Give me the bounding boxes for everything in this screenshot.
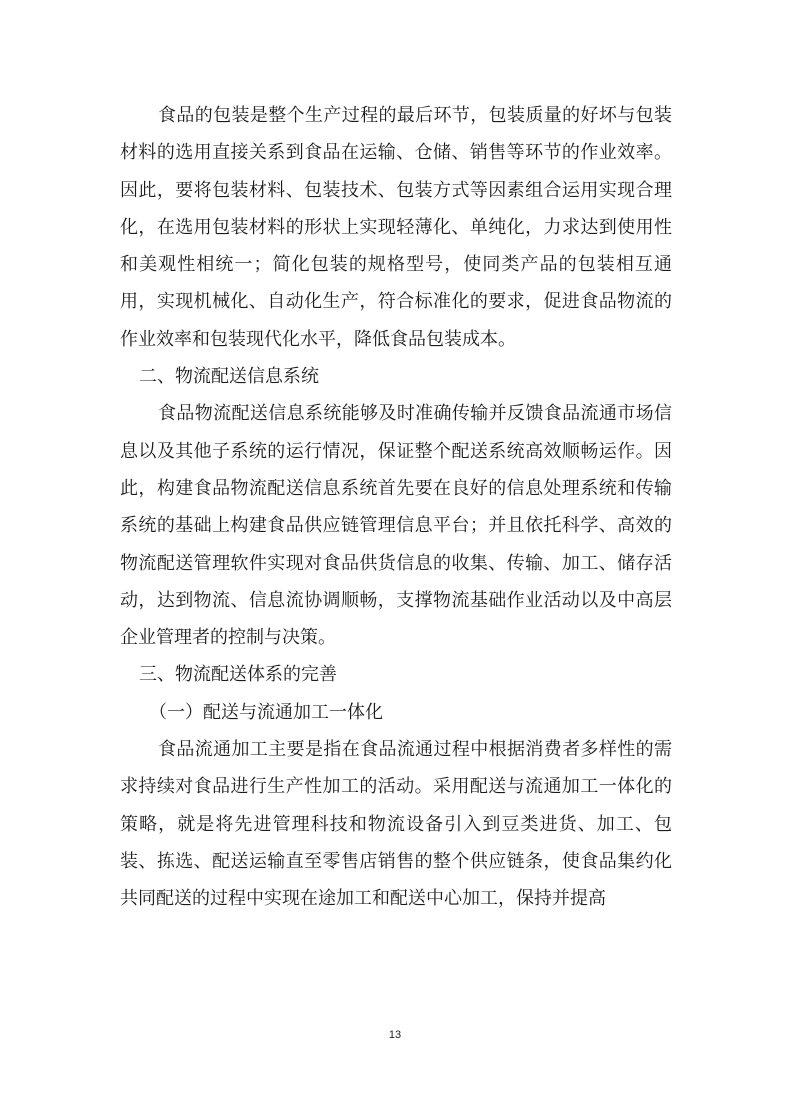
- paragraph-packaging: 食品的包装是整个生产过程的最后环节，包装质量的好坏与包装材料的选用直接关系到食品在运输、仓储、销售等环节的作业效率。因此，要将包装材料、包装技术、包装方式等因素组合运用实现合理化，在选用包装材料的形状上实现轻薄化、单纯化，力求达到使用性和美观性相统一；简化包装的规格型号，使同类产品的包装相互通用，实现机械化、自动化生产，符合标准化的要求，促进食品物流的作业效率和包装现代化水平，降低食品包装成本。: [120, 105, 672, 350]
- subsection-heading-processing-integration: （一）配送与流通加工一体化: [149, 701, 383, 723]
- section-heading-information-system: 二、物流配送信息系统: [139, 366, 319, 388]
- page-number: 13: [388, 1029, 402, 1041]
- section-heading-system-improvement: 三、物流配送体系的完善: [139, 664, 337, 686]
- paragraph-information-system: 食品物流配送信息系统能够及时准确传输并反馈食品流通市场信息以及其他子系统的运行情况，保证整个配送系统高效顺畅运作。因此，构建食品物流配送信息系统首先要在良好的信息处理系统和传输系统的基础上构建食品供应链管理信息平台；并且依托科学、高效的物流配送管理软件实现对食品供货信息的收集、传输、加工、储存活动，达到物流、信息流协调顺畅，支撑物流基础作业活动以及中高层企业管理者的控制与决策。: [120, 403, 672, 649]
- paragraph-processing-integration: 食品流通加工主要是指在食品流通过程中根据消费者多样性的需求持续对食品进行生产性加工的活动。采用配送与流通加工一体化的策略，就是将先进管理科技和物流设备引入到豆类进货、加工、包装、拣选、配送运输直至零售店销售的整个供应链条，使食品集约化共同配送的过程中实现在途加工和配送中心加工，保持并提高: [120, 739, 672, 910]
- document-body: [120, 97, 672, 918]
